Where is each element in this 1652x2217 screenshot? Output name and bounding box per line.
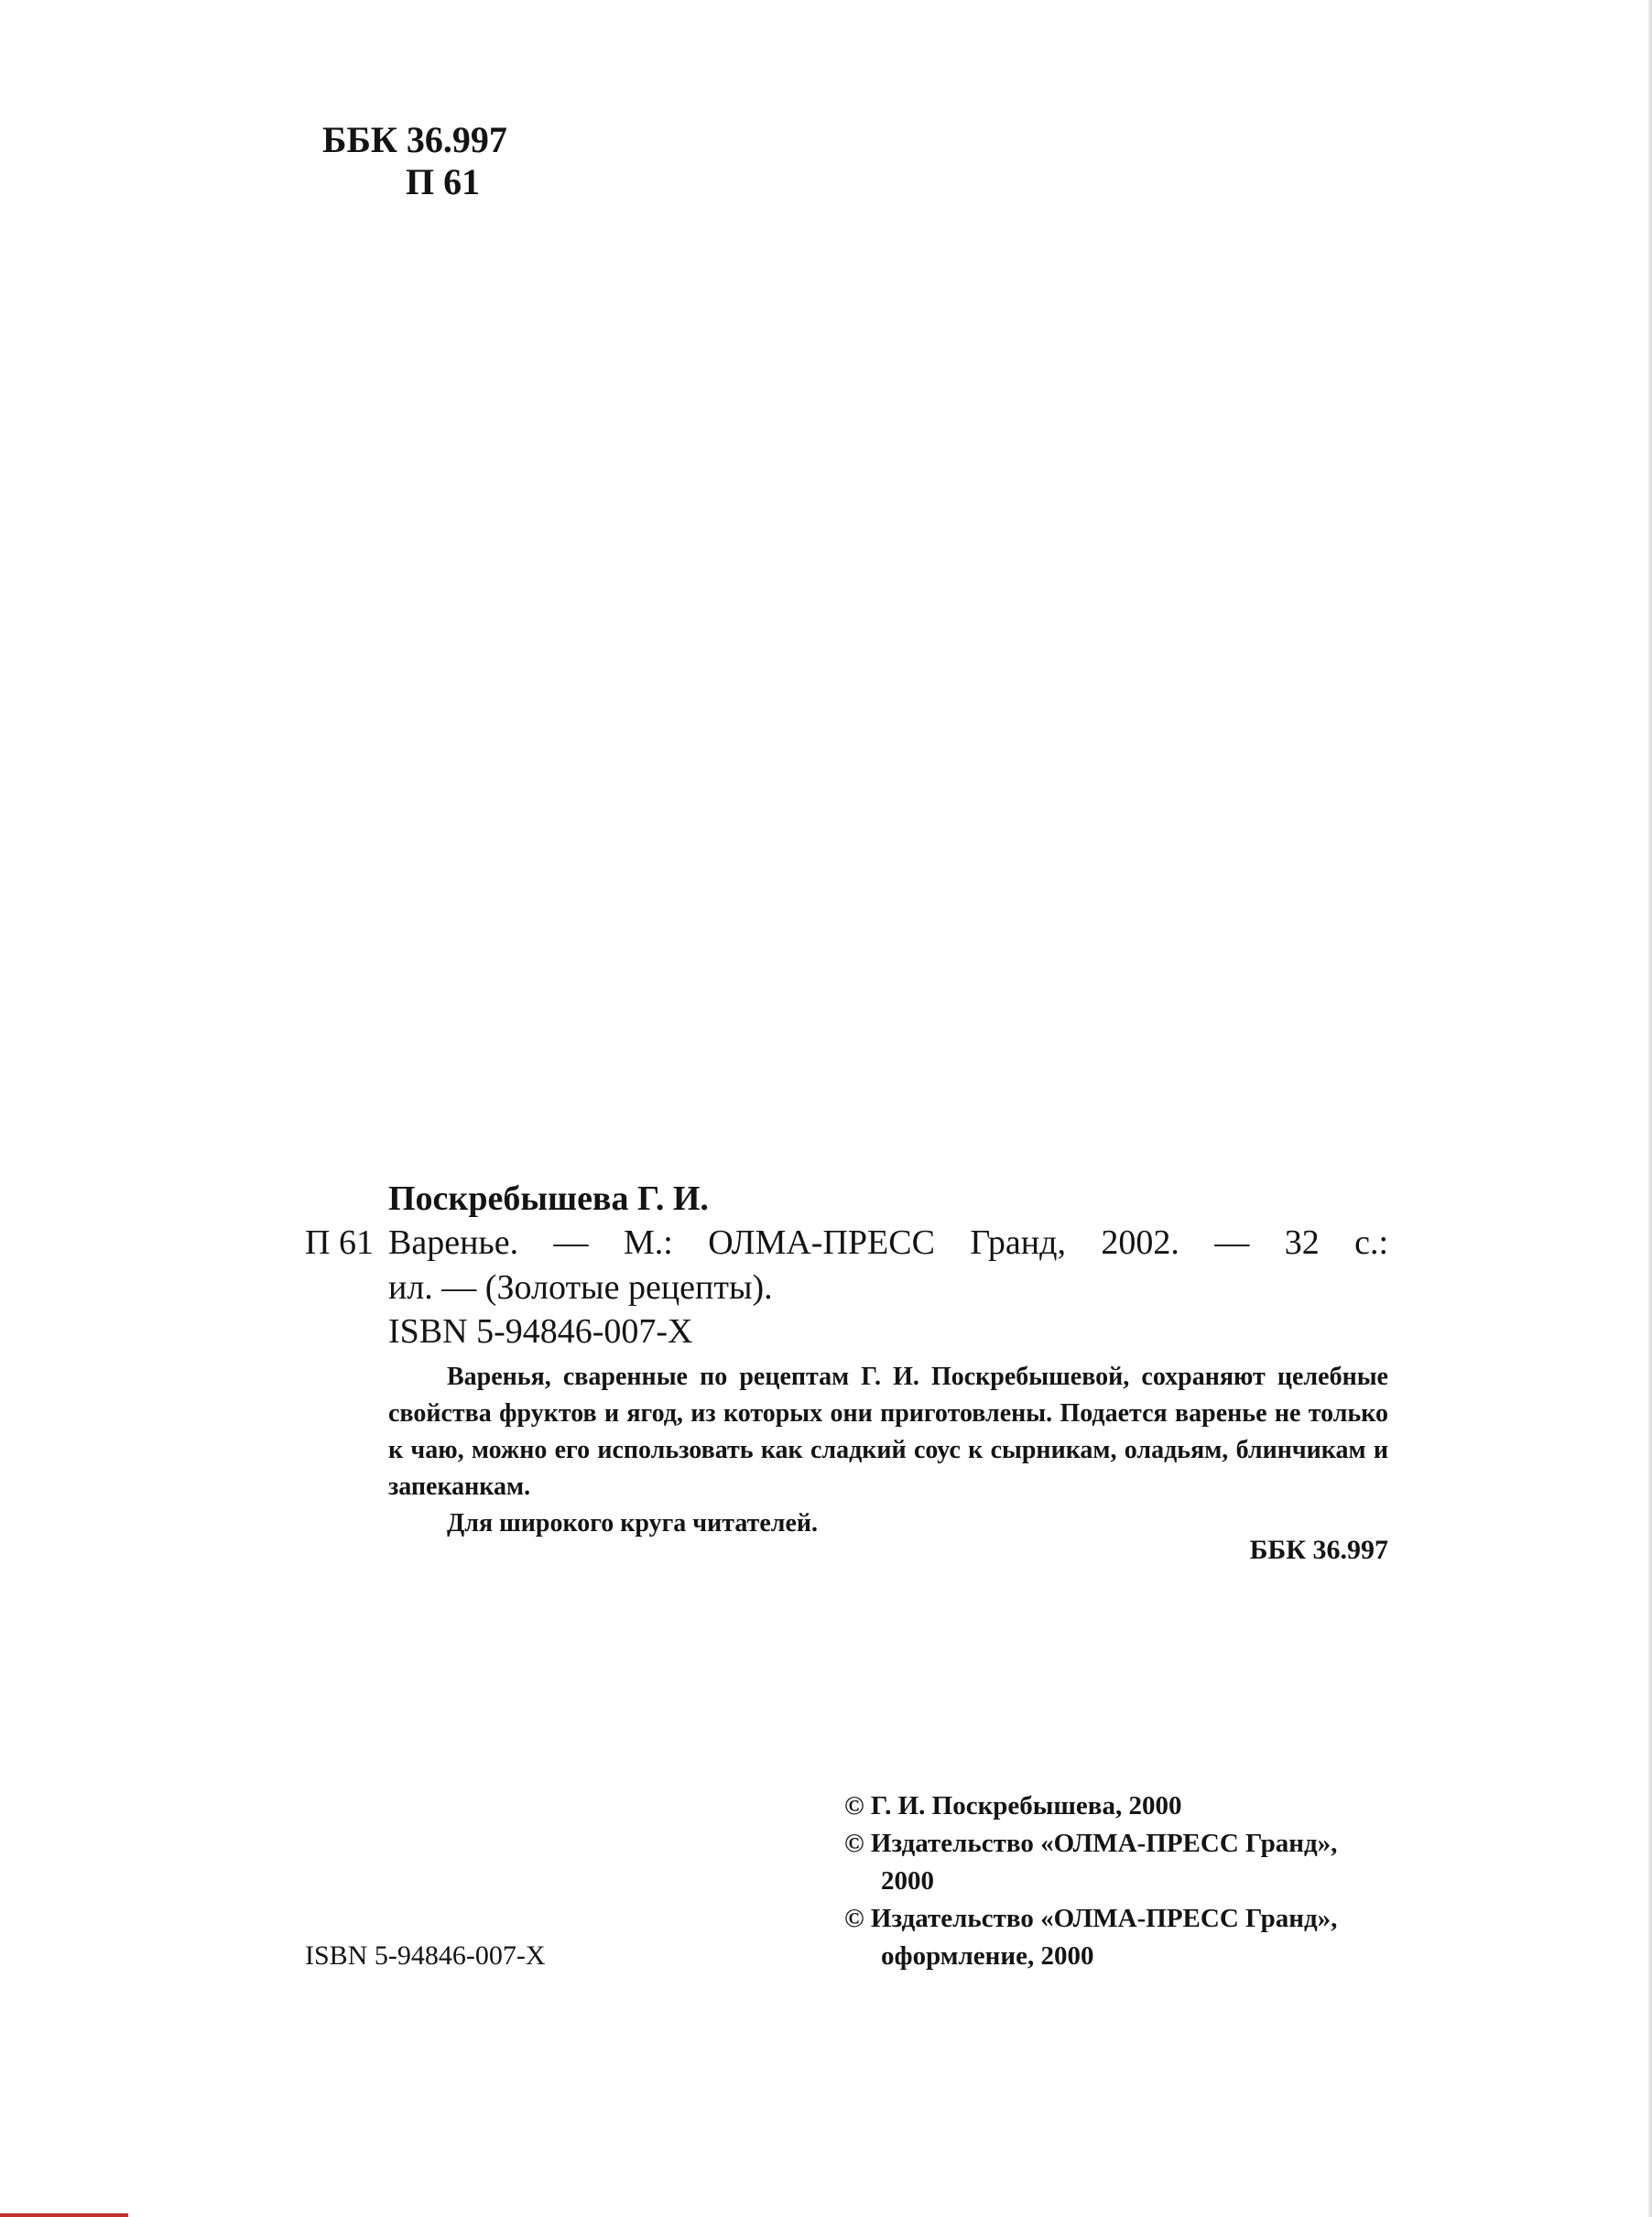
- card-word: 32: [1284, 1223, 1320, 1262]
- card-word: М.:: [623, 1223, 673, 1262]
- scan-edge-mark: [0, 2213, 128, 2217]
- bibliographic-line-1: [388, 1223, 1388, 1263]
- author-mark-card: П 61: [305, 1223, 374, 1262]
- card-word: Варенье.: [388, 1223, 519, 1262]
- scan-edge-shadow: [1648, 0, 1652, 2217]
- bbk-code-bottom: ББК 36.997: [1249, 1535, 1388, 1565]
- copyright-design: © Издательство «ОЛМА-ПРЕСС Гранд»,: [844, 1904, 1338, 1933]
- copyright-publisher: © Издательство «ОЛМА-ПРЕСС Гранд»,: [844, 1829, 1338, 1858]
- card-word: с.:: [1354, 1223, 1389, 1262]
- bibliographic-line-2: ил. — (Золотые рецепты).: [388, 1268, 773, 1307]
- copyright-publisher-year: 2000: [881, 1866, 934, 1896]
- audience-note: Для широкого круга читателей.: [447, 1509, 819, 1538]
- copyright-design-year: оформление, 2000: [881, 1941, 1094, 1971]
- card-word: Гранд,: [970, 1223, 1066, 1262]
- card-word: —: [553, 1223, 589, 1262]
- card-word: ОЛМА-ПРЕСС: [708, 1223, 935, 1262]
- isbn-bottom: ISBN 5-94846-007-X: [305, 1940, 546, 1971]
- bbk-classification-top: [322, 119, 507, 203]
- annotation: [388, 1359, 1388, 1542]
- author-mark-top: П 61: [406, 161, 481, 202]
- copyright-author: © Г. И. Поскребышева, 2000: [844, 1791, 1182, 1820]
- bbk-code-top: ББК 36.997: [322, 119, 507, 160]
- copyright-block: [844, 1788, 1337, 1975]
- isbn-card: ISBN 5-94846-007-X: [388, 1312, 693, 1351]
- card-word: 2002.: [1101, 1223, 1179, 1262]
- annotation-paragraph: Варенья, сваренные по рецептам Г. И. Поскребышевой, сохраняют целебные свойства фруктов и ягод, из которых они приготовлены. Подается варенье не только к чаю, можно его использовать как сладкий соус к сырникам, оладьям, блинчикам и запеканкам.: [388, 1363, 1388, 1501]
- card-word: —: [1214, 1223, 1250, 1262]
- author-name: Поскребышева Г. И.: [388, 1179, 709, 1218]
